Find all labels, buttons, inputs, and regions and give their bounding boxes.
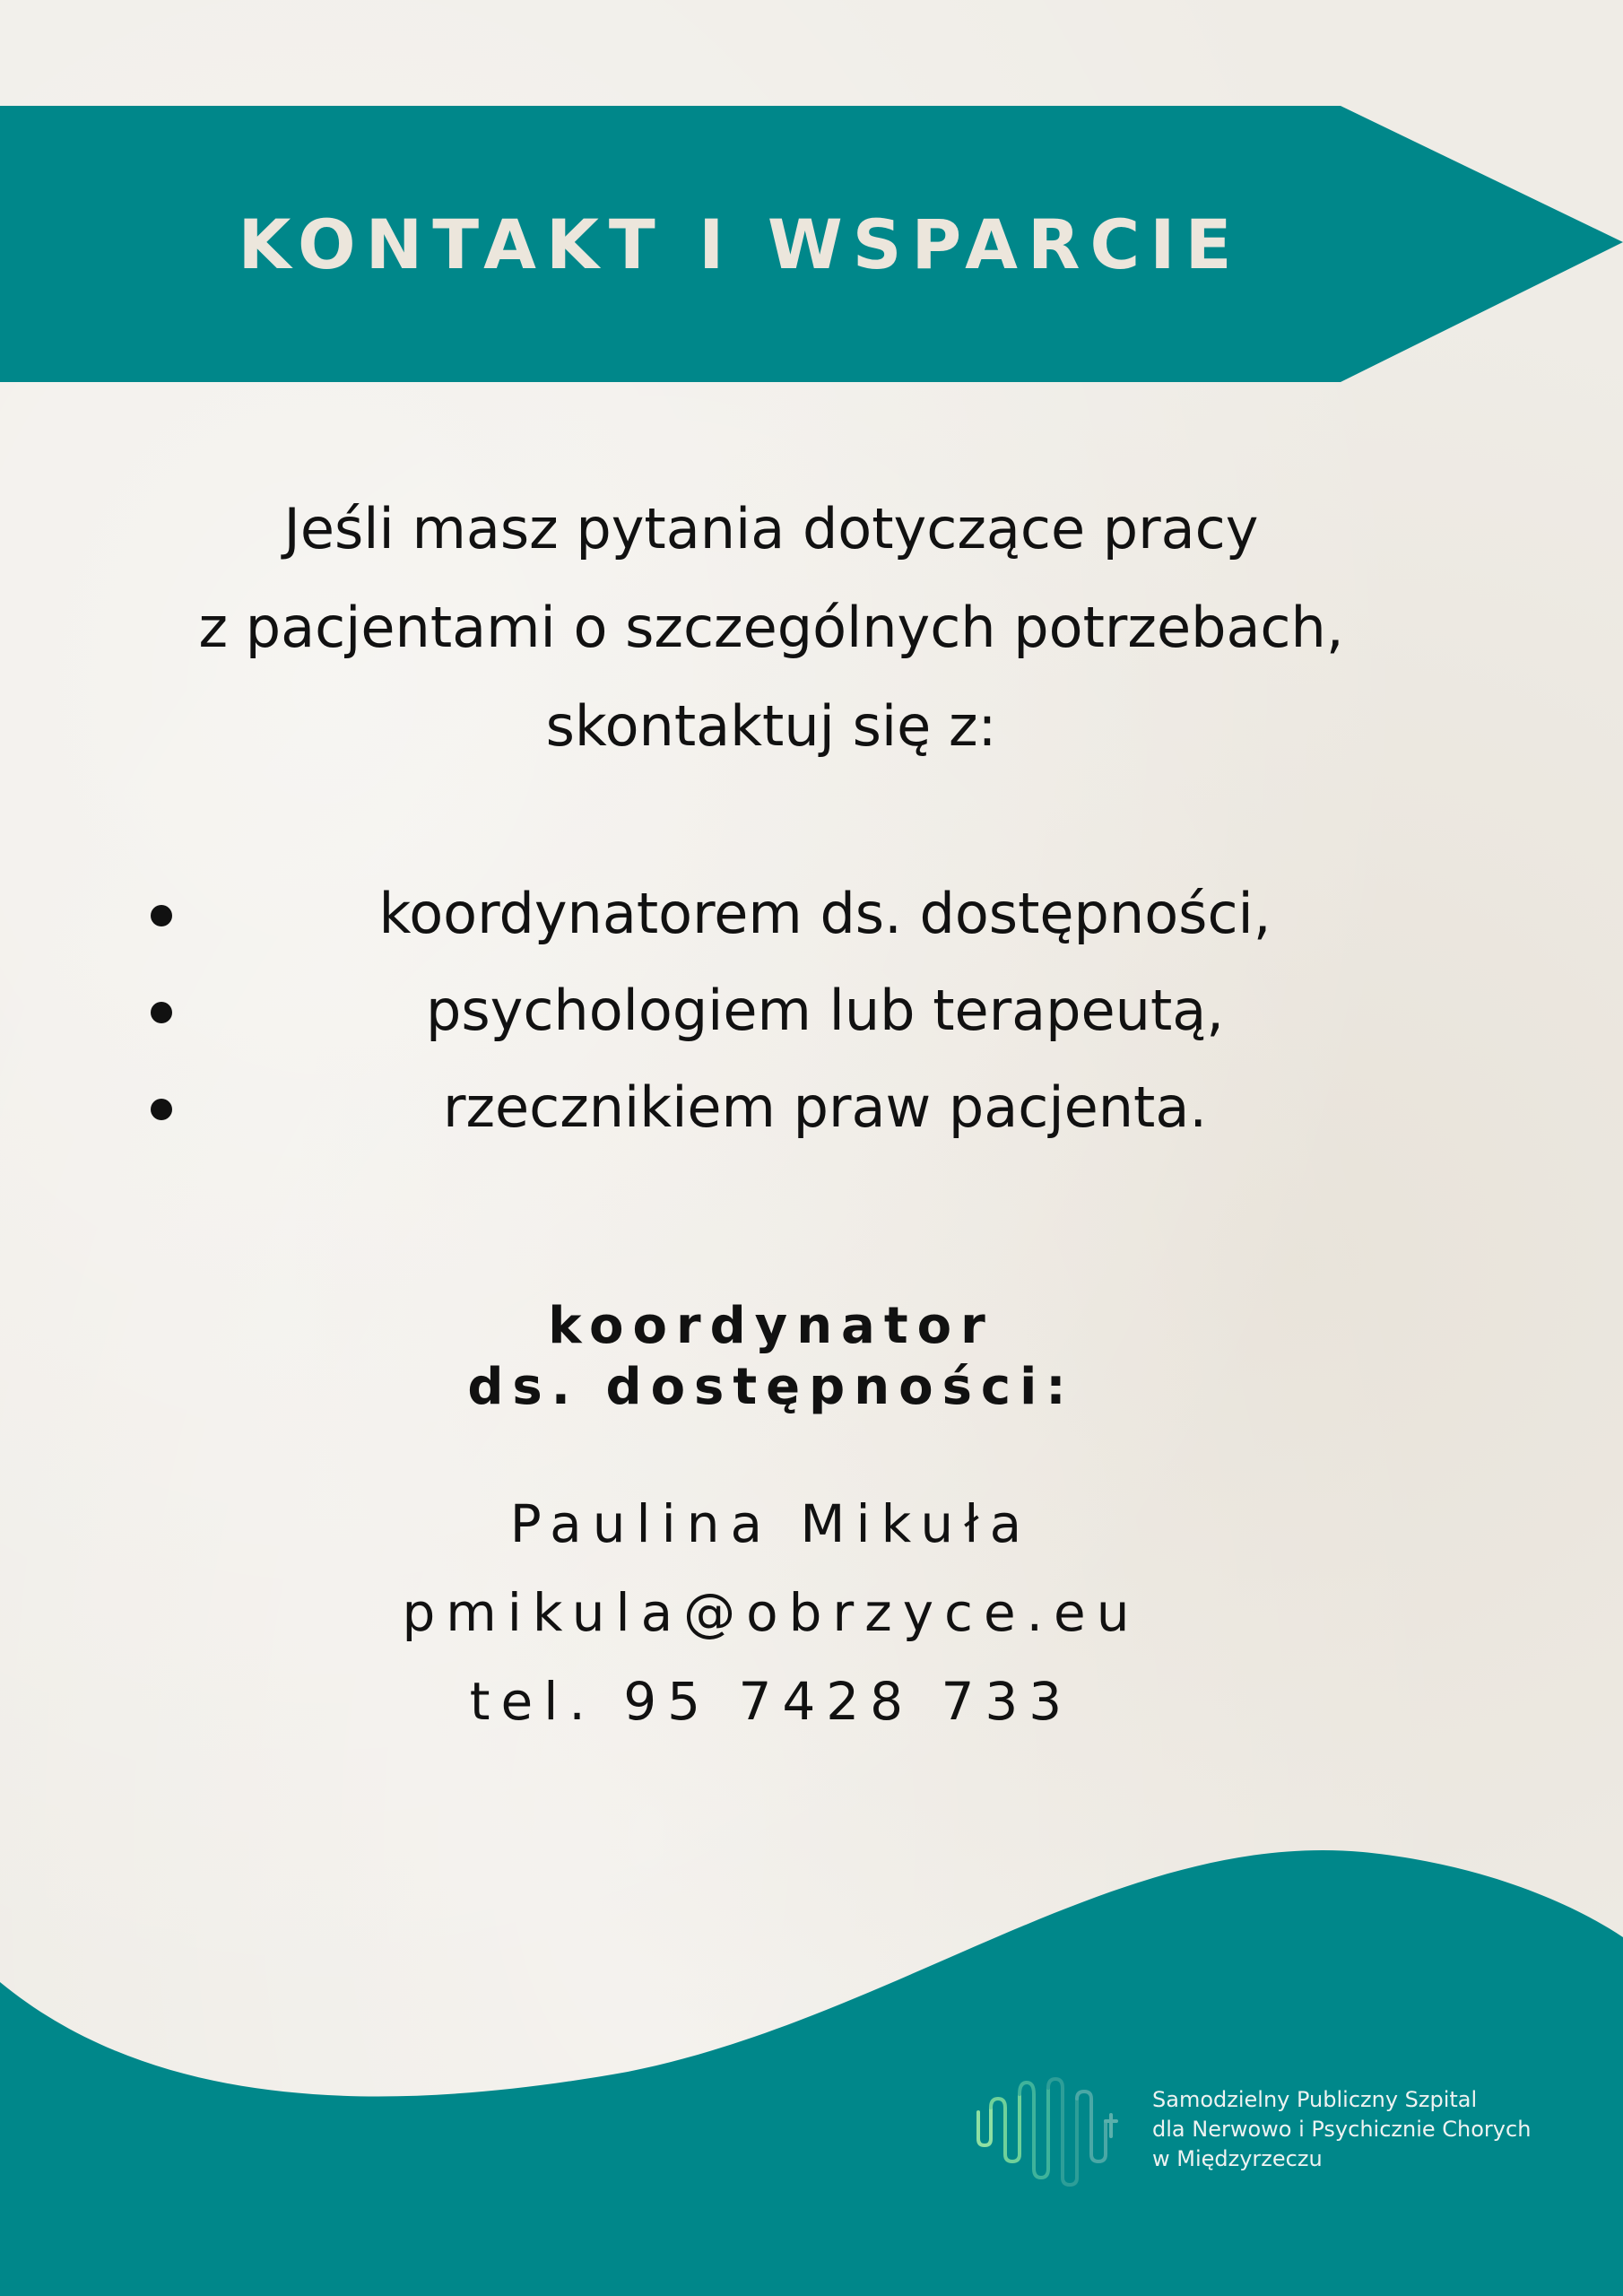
organization-line: dla Nerwowo i Psychicznie Chorych (1152, 2117, 1532, 2142)
intro-line: Jeśli masz pytania dotyczące pracy (283, 496, 1259, 561)
coordinator-heading-line: ds. dostępności: (467, 1358, 1075, 1416)
organization-line: Samodzielny Publiczny Szpital (1152, 2087, 1478, 2112)
footer-wave (0, 1848, 1623, 2296)
bullet-icon (151, 1099, 172, 1120)
organization-line: w Międzyrzeczu (1152, 2146, 1323, 2171)
list-item (0, 962, 1623, 1059)
contact-options-list (0, 865, 1623, 1156)
header-banner (0, 106, 1623, 382)
coordinator-heading (0, 1296, 1542, 1418)
coordinator-contact (0, 1480, 1542, 1746)
intro-line: skontaktuj się z: (545, 693, 997, 759)
list-item-text: psychologiem lub terapeutą, (426, 978, 1224, 1043)
organization-name (1152, 2085, 1601, 2174)
bullet-icon (151, 905, 172, 926)
intro-line: z pacjentami o szczególnych potrzebach, (198, 595, 1344, 660)
list-item-text: koordynatorem ds. dostępności, (378, 881, 1271, 946)
list-item (0, 1059, 1623, 1156)
page-title: KONTAKT I WSPARCIE (238, 204, 1242, 284)
coordinator-heading-line: koordynator (548, 1297, 994, 1355)
list-item-text: rzecznikiem praw pacjenta. (442, 1074, 1208, 1140)
sound-wave-logo-icon (973, 2072, 1121, 2188)
coordinator-name: Paulina Mikuła (509, 1493, 1033, 1554)
coordinator-email[interactable]: pmikula@obrzyce.eu (402, 1582, 1141, 1643)
bullet-icon (151, 1002, 172, 1023)
intro-text (0, 480, 1542, 776)
list-item (0, 865, 1623, 962)
coordinator-phone[interactable]: tel. 95 7428 733 (469, 1671, 1073, 1732)
